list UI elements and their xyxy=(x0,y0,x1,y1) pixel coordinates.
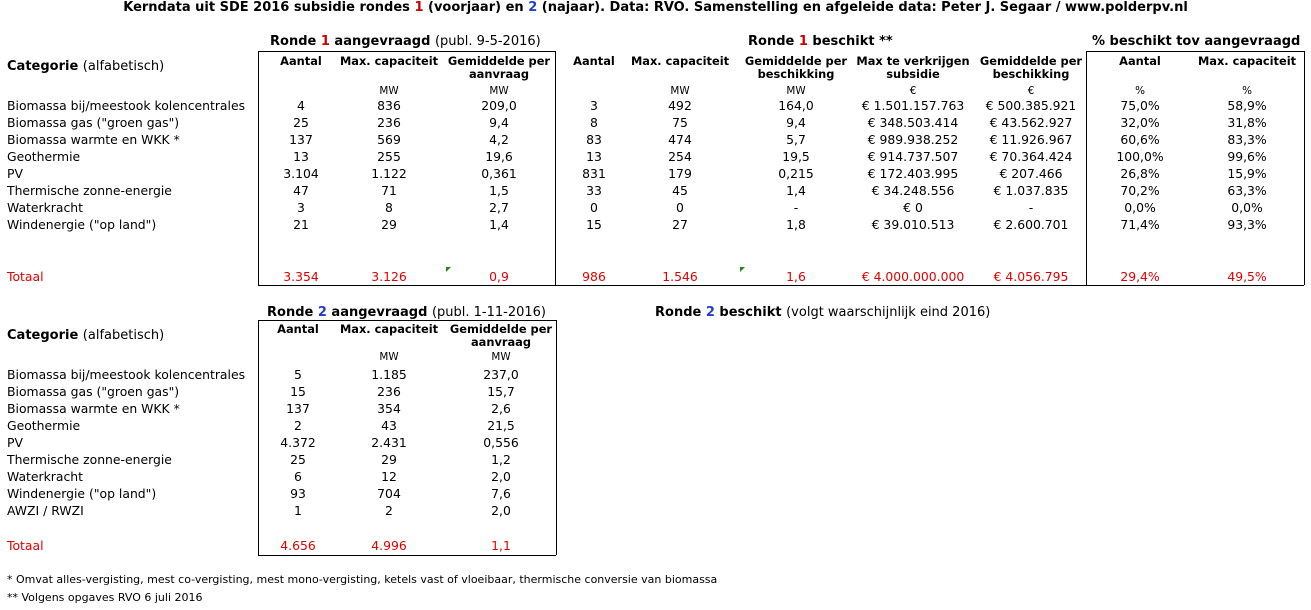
table-cell: 27 xyxy=(672,217,688,232)
table-cell: 71 xyxy=(381,183,397,198)
table-cell: 13 xyxy=(293,149,309,164)
category-label: Biomassa warmte en WKK * xyxy=(7,132,180,147)
table-cell: 25 xyxy=(290,452,306,467)
category-label: Windenergie ("op land") xyxy=(7,486,157,501)
table-cell: 8 xyxy=(590,115,598,130)
table-cell: 19,6 xyxy=(485,149,513,164)
col-header: Max. capaciteit xyxy=(339,322,439,336)
table-cell: 0,215 xyxy=(778,166,814,181)
table-cell: 21 xyxy=(293,217,309,232)
col-header: Max. capaciteit xyxy=(339,54,439,68)
cell-comment-flag xyxy=(446,267,451,272)
table-cell: 1,4 xyxy=(489,217,509,232)
table-cell: 3 xyxy=(590,98,598,113)
table-cell: 58,9% xyxy=(1227,98,1267,113)
table-cell: 236 xyxy=(377,384,401,399)
table-cell: 255 xyxy=(377,149,401,164)
table-cell: 7,6 xyxy=(491,486,511,501)
row-border xyxy=(258,285,1304,286)
table-cell: 209,0 xyxy=(481,98,517,113)
col-header: Gemiddelde per beschikking xyxy=(979,54,1083,81)
table-cell: 2,0 xyxy=(491,469,511,484)
table-cell: 9,4 xyxy=(786,115,806,130)
category-label: Thermische zonne-energie xyxy=(7,183,172,198)
table-cell: 15 xyxy=(290,384,306,399)
category-label: Thermische zonne-energie xyxy=(7,452,172,467)
total-label: Totaal xyxy=(7,538,44,553)
table-cell: 70,2% xyxy=(1120,183,1160,198)
table-cell: 354 xyxy=(377,401,401,416)
table-cell: € 500.385.921 xyxy=(985,98,1077,113)
unit-label: MW xyxy=(786,85,806,97)
table-cell: 492 xyxy=(668,98,692,113)
unit-label: MW xyxy=(489,85,509,97)
table-cell: 236 xyxy=(377,115,401,130)
table-cell: € 39.010.513 xyxy=(871,217,955,232)
table-cell: - xyxy=(1028,200,1034,215)
table-cell: 21,5 xyxy=(487,418,515,433)
total-cell: 1,6 xyxy=(786,269,806,284)
column-border xyxy=(556,320,557,555)
table-cell: 31,8% xyxy=(1227,115,1267,130)
table-cell: 4.372 xyxy=(280,435,316,450)
column-border xyxy=(555,51,556,285)
table-cell: 1,4 xyxy=(786,183,806,198)
unit-label: MW xyxy=(670,85,690,97)
column-border xyxy=(258,51,259,285)
table-cell: - xyxy=(793,200,799,215)
table2-category-header: Categorie (alfabetisch) xyxy=(7,328,165,343)
table-cell: 45 xyxy=(672,183,688,198)
table-cell: 4 xyxy=(297,98,305,113)
table-cell: € 989.938.252 xyxy=(867,132,959,147)
unit-label: € xyxy=(909,85,917,97)
table-cell: 32,0% xyxy=(1120,115,1160,130)
col-header: Gemiddelde per beschikking xyxy=(744,54,848,81)
col-header: Aantal xyxy=(1119,54,1161,68)
table-cell: 1.185 xyxy=(371,367,407,382)
table-cell: 6 xyxy=(294,469,302,484)
total-cell: € 4.000.000.000 xyxy=(861,269,965,284)
table-cell: 3.104 xyxy=(283,166,319,181)
total-cell: 1,1 xyxy=(491,538,511,553)
table-cell: 179 xyxy=(668,166,692,181)
category-label: Waterkracht xyxy=(7,469,84,484)
col-header: Max. capaciteit xyxy=(1197,54,1297,68)
table-cell: 0 xyxy=(590,200,598,215)
category-label: PV xyxy=(7,166,23,181)
table-cell: 1,8 xyxy=(786,217,806,232)
table-cell: 26,8% xyxy=(1120,166,1160,181)
category-label: Waterkracht xyxy=(7,200,84,215)
table-cell: 1,2 xyxy=(491,452,511,467)
section-ronde1-beschikt: Ronde 1 beschikt ** xyxy=(748,34,893,49)
table-cell: 33 xyxy=(586,183,602,198)
table-cell: € 34.248.556 xyxy=(871,183,955,198)
column-border xyxy=(258,320,259,555)
category-label: Biomassa warmte en WKK * xyxy=(7,401,180,416)
section-pct-beschikt: % beschikt tov aangevraagd xyxy=(1092,34,1301,49)
table-cell: 2 xyxy=(294,418,302,433)
table-cell: 237,0 xyxy=(483,367,519,382)
total-cell: 49,5% xyxy=(1227,269,1267,284)
table-cell: 0 xyxy=(676,200,684,215)
table-cell: € 348.503.414 xyxy=(867,115,959,130)
table-cell: 2 xyxy=(385,503,393,518)
column-border xyxy=(1304,51,1305,285)
section-ronde2-aangevraagd: Ronde 2 aangevraagd (publ. 1-11-2016) xyxy=(267,305,546,320)
table-cell: € 1.037.835 xyxy=(993,183,1069,198)
table-cell: € 1.501.157.763 xyxy=(861,98,965,113)
table-cell: 93 xyxy=(290,486,306,501)
row-border xyxy=(258,320,556,321)
category-label: Windenergie ("op land") xyxy=(7,217,157,232)
table-cell: 25 xyxy=(293,115,309,130)
table-cell: 29 xyxy=(381,217,397,232)
total-cell: 0,9 xyxy=(489,269,509,284)
table-cell: 29 xyxy=(381,452,397,467)
category-label: Biomassa bij/meestook kolencentrales xyxy=(7,367,246,382)
total-cell: 3.126 xyxy=(371,269,407,284)
row-border xyxy=(1086,51,1304,52)
table-cell: € 11.926.967 xyxy=(989,132,1073,147)
table-cell: 15 xyxy=(586,217,602,232)
section-ronde1-aangevraagd: Ronde 1 aangevraagd (publ. 9-5-2016) xyxy=(270,34,541,49)
table-cell: 569 xyxy=(377,132,401,147)
table-cell: 15,9% xyxy=(1227,166,1267,181)
table-cell: 8 xyxy=(385,200,393,215)
total-cell: 3.354 xyxy=(283,269,319,284)
unit-label: MW xyxy=(379,85,399,97)
col-header: Aantal xyxy=(277,322,319,336)
table-cell: 19,5 xyxy=(782,149,810,164)
table-cell: € 0 xyxy=(903,200,923,215)
unit-label: MW xyxy=(379,351,399,363)
table1-category-header: Categorie (alfabetisch) xyxy=(7,59,165,74)
table-cell: 254 xyxy=(668,149,692,164)
table-cell: 5 xyxy=(294,367,302,382)
table-cell: 3 xyxy=(297,200,305,215)
table-cell: 75 xyxy=(672,115,688,130)
table-cell: 15,7 xyxy=(487,384,515,399)
table-cell: 164,0 xyxy=(778,98,814,113)
col-header: Max. capaciteit xyxy=(630,54,730,68)
table-cell: 0,361 xyxy=(481,166,517,181)
table-cell: 5,7 xyxy=(786,132,806,147)
table-cell: 1 xyxy=(294,503,302,518)
category-label: Biomassa bij/meestook kolencentrales xyxy=(7,98,246,113)
total-cell: 986 xyxy=(582,269,606,284)
total-cell: 4.996 xyxy=(371,538,407,553)
table-cell: 2,0 xyxy=(491,503,511,518)
table-cell: 137 xyxy=(289,132,313,147)
table-cell: 0,0% xyxy=(1124,200,1156,215)
table-cell: 93,3% xyxy=(1227,217,1267,232)
footnote-2: ** Volgens opgaves RVO 6 juli 2016 xyxy=(7,591,203,604)
table-cell: 99,6% xyxy=(1227,149,1267,164)
category-label: AWZI / RWZI xyxy=(7,503,84,518)
table-cell: 1,5 xyxy=(489,183,509,198)
unit-label: % xyxy=(1135,85,1145,97)
category-label: Geothermie xyxy=(7,418,81,433)
table-cell: 75,0% xyxy=(1120,98,1160,113)
table-cell: 83 xyxy=(586,132,602,147)
table-cell: 83,3% xyxy=(1227,132,1267,147)
table-cell: 474 xyxy=(668,132,692,147)
table-cell: 836 xyxy=(377,98,401,113)
table-cell: € 43.562.927 xyxy=(989,115,1073,130)
total-label: Totaal xyxy=(7,269,44,284)
category-label: PV xyxy=(7,435,23,450)
table-cell: € 2.600.701 xyxy=(993,217,1069,232)
unit-label: % xyxy=(1242,85,1252,97)
page-title: Kerndata uit SDE 2016 subsidie rondes 1 (voorjaar) en 2 (najaar). Data: RVO. Samenstelling en afgeleide data: Peter J. Segaar / www.polderpv.nl xyxy=(123,0,1188,15)
cell-comment-flag xyxy=(740,267,745,272)
table-cell: € 172.403.995 xyxy=(867,166,959,181)
table-cell: 1.122 xyxy=(371,166,407,181)
col-header: Aantal xyxy=(573,54,615,68)
column-border xyxy=(1086,51,1087,285)
table-cell: 9,4 xyxy=(489,115,509,130)
category-label: Biomassa gas ("groen gas") xyxy=(7,384,180,399)
category-label: Geothermie xyxy=(7,149,81,164)
table-cell: 47 xyxy=(293,183,309,198)
table-cell: € 207.466 xyxy=(999,166,1063,181)
unit-label: MW xyxy=(491,351,511,363)
section-ronde2-beschikt: Ronde 2 beschikt (volgt waarschijnlijk eind 2016) xyxy=(655,305,991,320)
col-header: Gemiddelde per aanvraag xyxy=(447,54,551,81)
table-cell: 63,3% xyxy=(1227,183,1267,198)
table-cell: € 70.364.424 xyxy=(989,149,1073,164)
total-cell: € 4.056.795 xyxy=(993,269,1069,284)
table-cell: 831 xyxy=(582,166,606,181)
category-label: Biomassa gas ("groen gas") xyxy=(7,115,180,130)
total-cell: 1.546 xyxy=(662,269,698,284)
col-header: Max te verkrijgen subsidie xyxy=(856,54,970,81)
col-header: Aantal xyxy=(280,54,322,68)
table-cell: 2.431 xyxy=(371,435,407,450)
table-cell: 100,0% xyxy=(1116,149,1164,164)
col-header: Gemiddelde per aanvraag xyxy=(449,322,553,349)
table-cell: 2,7 xyxy=(489,200,509,215)
unit-label: € xyxy=(1027,85,1035,97)
row-border xyxy=(258,555,556,556)
table-cell: 60,6% xyxy=(1120,132,1160,147)
table-cell: 71,4% xyxy=(1120,217,1160,232)
row-border xyxy=(258,51,555,52)
table-cell: 43 xyxy=(381,418,397,433)
table-cell: 137 xyxy=(286,401,310,416)
total-cell: 29,4% xyxy=(1120,269,1160,284)
total-cell: 4.656 xyxy=(280,538,316,553)
table-cell: € 914.737.507 xyxy=(867,149,959,164)
table-cell: 0,556 xyxy=(483,435,519,450)
footnote-1: * Omvat alles-vergisting, mest co-vergisting, mest mono-vergisting, ketels vast of vloeibaar, thermische conversie van biomassa xyxy=(7,573,718,586)
table-cell: 13 xyxy=(586,149,602,164)
table-cell: 704 xyxy=(377,486,401,501)
table-cell: 0,0% xyxy=(1231,200,1263,215)
table-cell: 4,2 xyxy=(489,132,509,147)
table-cell: 2,6 xyxy=(491,401,511,416)
table-cell: 12 xyxy=(381,469,397,484)
